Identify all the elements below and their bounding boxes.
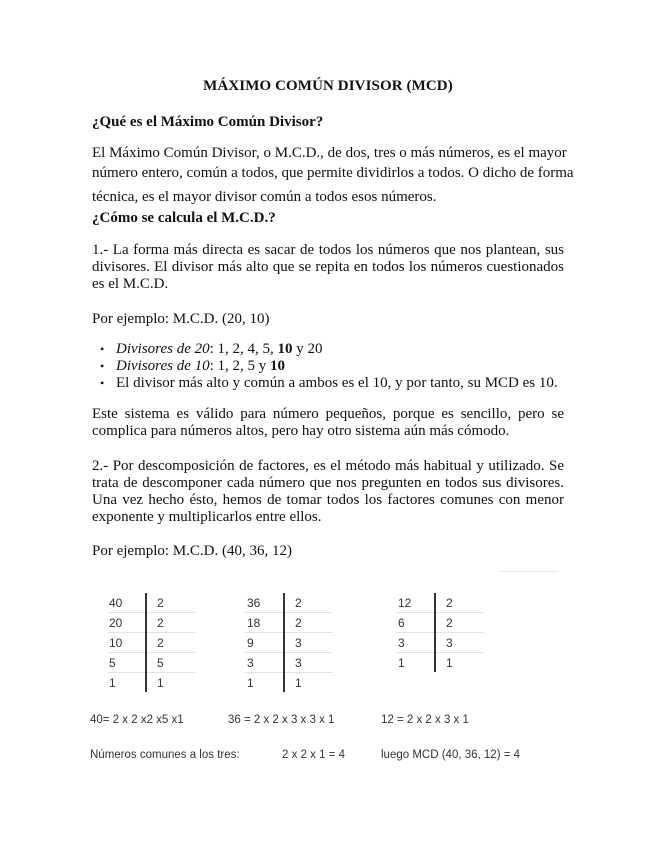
- comment-paragraph: Este sistema es válido para número pequeños, porque es sencillo, pero se complica para números altos, pero hay otro sistema aún más cómodo.: [92, 406, 564, 439]
- definition-line-1: El Máximo Común Divisor, o M.C.D., de dos, tres o más números, es el mayor: [92, 145, 567, 161]
- factorization-40: 40= 2 x 2 x2 x5 x1: [90, 714, 184, 726]
- mcd-conclusion: luego MCD (40, 36, 12) = 4: [381, 749, 521, 761]
- factorization-12: 12 = 2 x 2 x 3 x 1: [381, 714, 469, 726]
- definition-line-3: técnica, es el mayor divisor común a todos esos números.: [92, 189, 437, 205]
- list-item: • Divisores de 20: 1, 2, 4, 5, 10 y 20: [92, 341, 558, 358]
- list-item: • Divisores de 10: 1, 2, 5 y 10: [92, 358, 558, 375]
- example-1: Por ejemplo: M.C.D. (20, 10): [92, 311, 270, 327]
- divider: [500, 571, 558, 572]
- page-title: MÁXIMO COMÚN DIVISOR (MCD): [203, 78, 453, 94]
- divisors-list: [92, 341, 558, 392]
- factorization-36: 36 = 2 x 2 x 3 x 3 x 1: [228, 714, 335, 726]
- factor-table-36: 36 2 18 2 9 3 3 3 1 1: [245, 593, 333, 692]
- method-1-paragraph: 1.- La forma más directa es sacar de todos los números que nos plantean, sus divisores. El divisor más alto que se repita en todos los números cuestionados es el M.C.D.: [92, 242, 564, 292]
- heading-how-to-calculate: ¿Cómo se calcula el M.C.D.?: [92, 210, 276, 226]
- factor-table-12: 12 2 6 2 3 3 1 1: [396, 593, 484, 672]
- definition-line-2: número entero, común a todos, que permite dividirlos a todos. O dicho de forma: [92, 165, 574, 181]
- list-item: • El divisor más alto y común a ambos es el 10, y por tanto, su MCD es 10.: [92, 375, 558, 392]
- example-2: Por ejemplo: M.C.D. (40, 36, 12): [92, 543, 292, 559]
- method-2-paragraph: 2.- Por descomposición de factores, es el método más habitual y utilizado. Se trata de descomponer cada número que nos pregunten en todos sus divisores. Una vez hecho ésto, hemos de tomar todos los factores comunes con menor exponente y multiplicarlos entre ellos.: [92, 458, 564, 525]
- common-numbers-label: Números comunes a los tres:: [90, 749, 240, 761]
- common-product: 2 x 2 x 1 = 4: [282, 749, 345, 761]
- heading-what-is-mcd: ¿Qué es el Máximo Común Divisor?: [92, 114, 324, 130]
- factor-table-40: 40 2 20 2 10 2 5 5 1 1: [107, 593, 195, 692]
